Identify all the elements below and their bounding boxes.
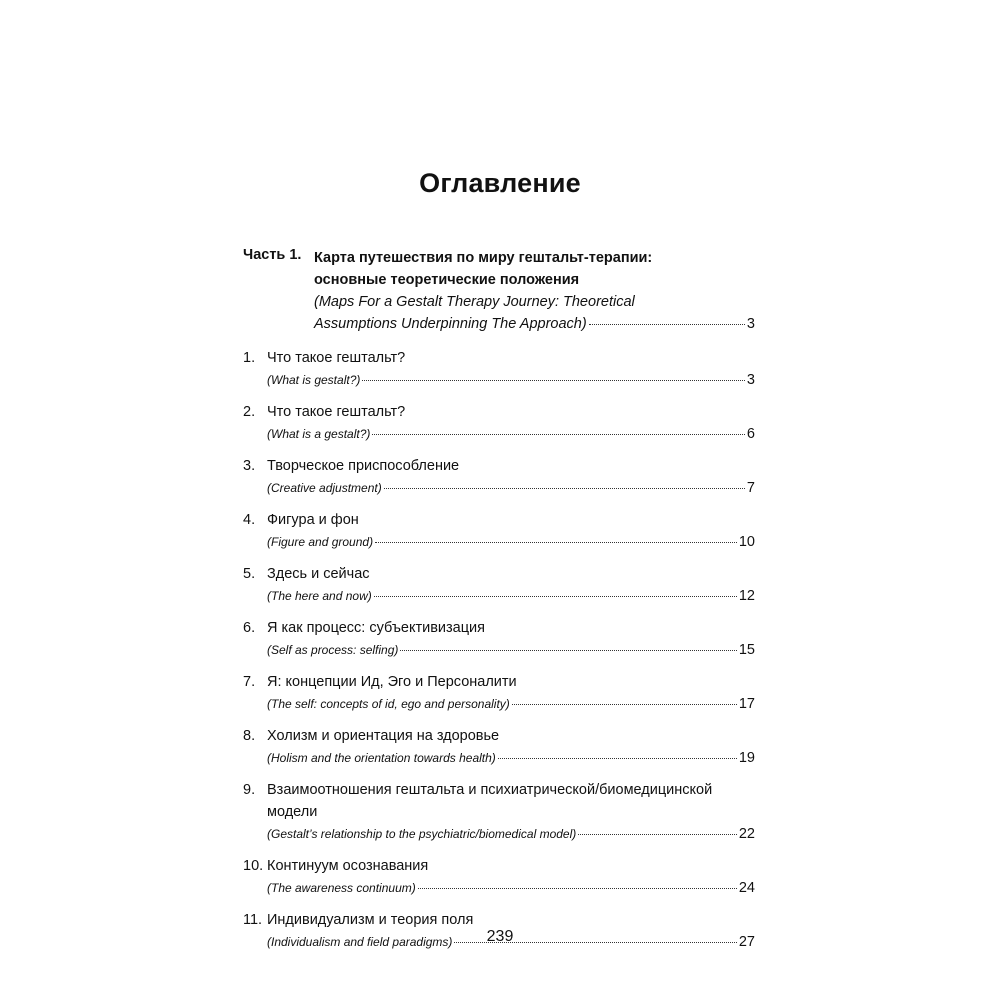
entry-english-title: (The here and now)	[267, 589, 372, 603]
entry-russian-title: Холизм и ориентация на здоровье	[267, 728, 500, 744]
entry-body	[267, 347, 755, 391]
entry-page-number: 15	[738, 642, 755, 658]
entry-english-title: (The awareness continuum)	[267, 881, 416, 895]
part-page-number: 3	[746, 316, 755, 332]
entry-english-line	[267, 693, 755, 715]
dot-leader	[512, 704, 737, 705]
entry-english-line	[267, 639, 755, 661]
entry-page-number: 17	[738, 696, 755, 712]
entry-page-number: 24	[738, 880, 755, 896]
entry-english-line	[267, 823, 755, 845]
entry-russian-title: Я: концепции Ид, Эго и Персоналити	[267, 674, 517, 690]
entry-body	[267, 563, 755, 607]
entry-russian-title: Что такое гештальт?	[267, 350, 406, 366]
entry-russian-title: Фигура и фон	[267, 512, 359, 528]
toc-entry	[243, 563, 755, 607]
entry-number: 11.	[243, 912, 263, 928]
table-of-contents	[243, 247, 755, 963]
dot-leader	[589, 324, 745, 325]
toc-entry	[243, 855, 755, 899]
entry-page-number: 12	[738, 588, 755, 604]
entry-number: 7.	[243, 674, 256, 690]
entry-english-title: (Self as process: selfing)	[267, 643, 399, 657]
part-title-line-2: основные теоретические положения	[314, 272, 580, 288]
entry-english-line	[267, 877, 755, 899]
entry-english-title: (Gestalt’s relationship to the psychiatric/biomedical model)	[267, 827, 577, 841]
entry-english-title: (What is gestalt?)	[267, 373, 361, 387]
entry-number: 3.	[243, 458, 256, 474]
toc-entry	[243, 671, 755, 715]
entry-russian-title: Творческое приспособление	[267, 458, 460, 474]
dot-leader	[375, 542, 737, 543]
entry-page-number: 10	[738, 534, 755, 550]
toc-entry	[243, 779, 755, 845]
part-body	[314, 247, 755, 335]
entry-body	[267, 509, 755, 553]
dot-leader	[418, 888, 737, 889]
entry-number: 5.	[243, 566, 256, 582]
entry-english-title: (What is a gestalt?)	[267, 427, 371, 441]
dot-leader	[362, 380, 745, 381]
toc-entry	[243, 347, 755, 391]
entry-russian-title: Что такое гештальт?	[267, 404, 406, 420]
part-english-title-line-2	[314, 313, 755, 335]
dot-leader	[372, 434, 745, 435]
part-title-line-1: Карта путешествия по миру гештальт-терапии:	[314, 250, 653, 266]
entry-russian-title-continued: модели	[267, 804, 318, 820]
entry-body	[267, 671, 755, 715]
toc-entry	[243, 617, 755, 661]
part-label: Часть 1.	[243, 247, 302, 263]
entry-english-title: (Creative adjustment)	[267, 481, 382, 495]
part-english-title-line-1: (Maps For a Gestalt Therapy Journey: Theoretical	[314, 294, 635, 310]
entry-english-title: (Figure and ground)	[267, 535, 374, 549]
page-number: 239	[486, 928, 514, 945]
entry-page-number: 27	[738, 934, 755, 950]
entry-page-number: 3	[746, 372, 755, 388]
entry-english-line	[267, 477, 755, 499]
toc-entry	[243, 401, 755, 445]
dot-leader	[578, 834, 737, 835]
entry-page-number: 19	[738, 750, 755, 766]
entry-body	[267, 617, 755, 661]
entry-body	[267, 725, 755, 769]
entry-russian-title: Здесь и сейчас	[267, 566, 370, 582]
dot-leader	[374, 596, 737, 597]
toc-part-1	[243, 247, 755, 335]
entry-english-line	[267, 423, 755, 445]
entry-english-line	[267, 531, 755, 553]
entry-russian-title: Индивидуализм и теория поля	[267, 912, 474, 928]
part-english-title-text: Assumptions Underpinning The Approach)	[314, 316, 587, 332]
toc-entry	[243, 725, 755, 769]
entry-number: 4.	[243, 512, 256, 528]
entry-number: 2.	[243, 404, 256, 420]
entry-body	[267, 455, 755, 499]
entry-russian-title: Я как процесс: субъективизация	[267, 620, 485, 636]
entry-english-line	[267, 369, 755, 391]
toc-entry	[243, 455, 755, 499]
dot-leader	[384, 488, 745, 489]
entry-number: 1.	[243, 350, 256, 366]
entry-russian-title: Взаимоотношения гештальта и психиатрической/биомедицинской	[267, 782, 713, 798]
entry-english-title: (Holism and the orientation towards health)	[267, 751, 496, 765]
page-title: Оглавление	[419, 168, 581, 198]
entry-body	[267, 779, 755, 845]
dot-leader	[400, 650, 736, 651]
entry-english-line	[267, 585, 755, 607]
toc-entries	[243, 347, 755, 953]
entry-page-number: 22	[738, 826, 755, 842]
toc-entry	[243, 509, 755, 553]
entry-number: 6.	[243, 620, 256, 636]
entry-english-title: (Individualism and field paradigms)	[267, 935, 453, 949]
entry-page-number: 7	[746, 480, 755, 496]
entry-body	[267, 401, 755, 445]
dot-leader	[498, 758, 737, 759]
entry-russian-title: Континуум осознавания	[267, 858, 429, 874]
entry-number: 8.	[243, 728, 256, 744]
entry-page-number: 6	[746, 426, 755, 442]
entry-english-title: (The self: concepts of id, ego and personality)	[267, 697, 510, 711]
entry-english-line	[267, 747, 755, 769]
entry-body	[267, 855, 755, 899]
entry-number: 10.	[243, 858, 264, 874]
entry-number: 9.	[243, 782, 256, 798]
